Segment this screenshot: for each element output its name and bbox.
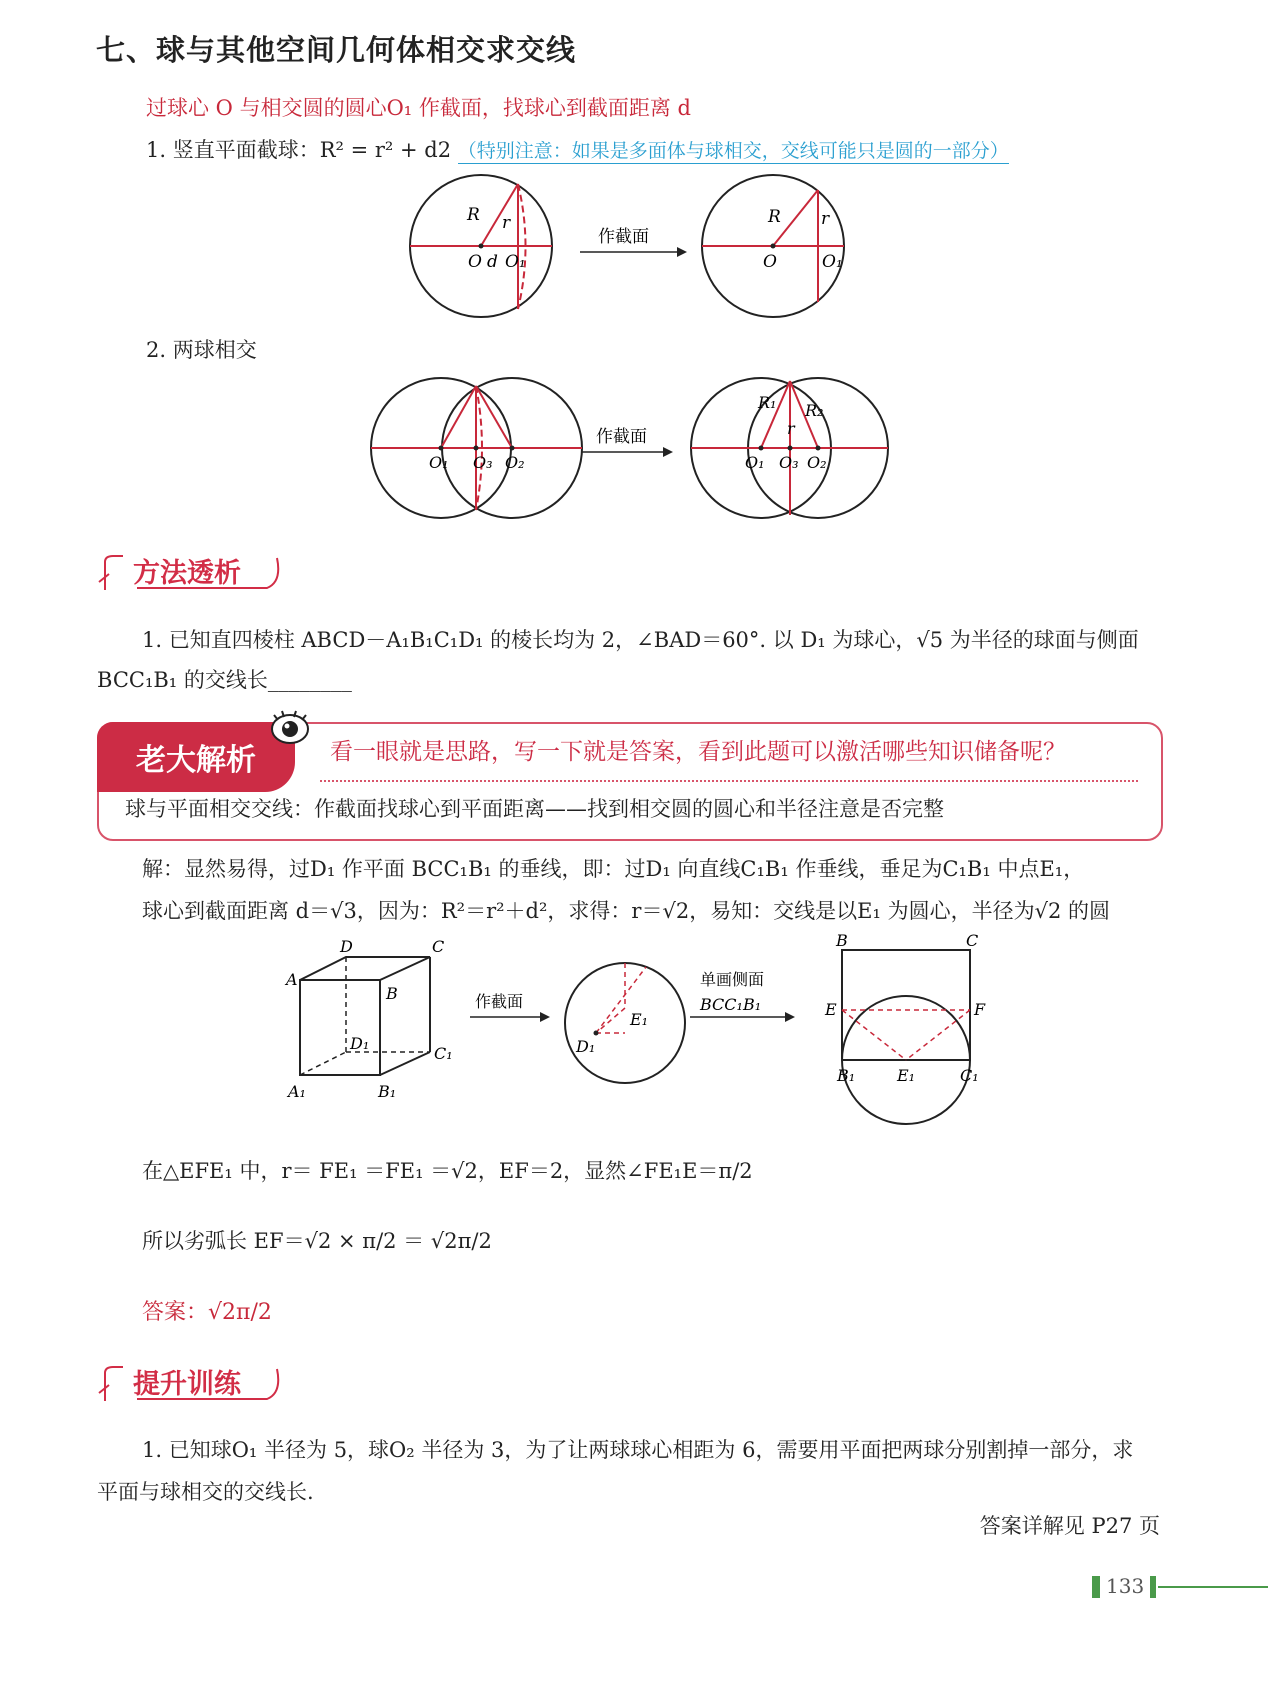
arrow-cut-label-1: 作截面	[598, 227, 649, 247]
label-r-right: r	[821, 209, 830, 229]
training-line1: 1. 已知球O₁ 半径为 5，球O₂ 半径为 3，为了让两球球心相距为 6，需要用平面把两球分别割掉一部分，求	[142, 1438, 1134, 1462]
label-O1-pair: O₁	[429, 453, 449, 472]
page-rule	[1158, 1586, 1268, 1588]
label-C1-side: C₁	[960, 1066, 979, 1085]
label-B1: B₁	[378, 1082, 397, 1101]
answer-line: 答案：√2π/2	[142, 1300, 272, 1325]
figure-prism-sphere	[280, 931, 986, 1115]
label-O2-pair: O₂	[505, 453, 525, 472]
item1-line	[146, 134, 1009, 164]
item2-text: 2. 两球相交	[146, 338, 257, 362]
label-F: F	[974, 1000, 986, 1019]
label-E1-side: E₁	[897, 1066, 916, 1085]
triangle-line: 在△EFE₁ 中，r＝ FE₁ ＝FE₁ ＝√2，EF＝2，显然∠FE₁E＝π/2	[142, 1159, 753, 1183]
analysis-divider	[320, 780, 1138, 782]
label-E: E	[825, 1000, 837, 1019]
label-D: D	[340, 937, 353, 956]
arrow-cut-label-3: 作截面	[475, 992, 524, 1011]
label-R1: R₁	[758, 393, 777, 412]
analysis-tag: 老大解析	[97, 722, 295, 792]
training-line2: 平面与球相交的交线长.	[97, 1480, 314, 1504]
page-number: 133	[1106, 1574, 1145, 1598]
label-B1-side: B₁	[837, 1066, 856, 1085]
label-R2: R₂	[805, 401, 824, 420]
arrow-side-label-top: 单画侧面	[700, 970, 765, 989]
figure-sphere-cut	[405, 170, 865, 330]
label-O1: O₁	[505, 252, 526, 272]
item1-text: 1. 竖直平面截球：R² = r² + d2	[146, 138, 452, 162]
solution-line2: 球心到截面距离 d＝√3，因为：R²＝r²＋d²，求得：r＝√2，易知：交线是以E₁ 为圆心，半径为√2 的圆	[142, 899, 1111, 923]
label-C-side: C	[966, 931, 979, 950]
label-O3-pair-right: O₃	[779, 453, 799, 472]
eye-icon	[268, 705, 312, 749]
page-marker-right	[1150, 1576, 1156, 1598]
label-R: R	[467, 205, 480, 225]
label-R-right: R	[768, 207, 781, 227]
badge-method	[97, 552, 241, 588]
arrow-side-label-bottom: BCC₁B₁	[700, 995, 762, 1014]
page-marker-left	[1092, 1576, 1100, 1598]
label-O: O	[468, 252, 482, 272]
label-A: A	[286, 970, 298, 989]
label-E1-sec: E₁	[630, 1010, 649, 1029]
label-r: r	[502, 213, 511, 233]
problem-line1: 1. 已知直四棱柱 ABCD－A₁B₁C₁D₁ 的棱长均为 2，∠BAD＝60°. 以 D₁ 为球心，√5 为半径的球面与侧面	[142, 628, 1139, 652]
analysis-heading: 看一眼就是思路，写一下就是答案，看到此题可以激活哪些知识储备呢？	[330, 739, 1066, 765]
arrow-cut-label-2: 作截面	[596, 427, 647, 447]
problem-line2: BCC₁B₁ 的交线长________	[97, 668, 352, 692]
solution-line1: 解：显然易得，过D₁ 作平面 BCC₁B₁ 的垂线，即：过D₁ 向直线C₁B₁ 作垂线，垂足为C₁B₁ 中点E₁，	[142, 857, 1085, 881]
label-O1-pair-right: O₁	[745, 453, 765, 472]
section-title: 七、球与其他空间几何体相交求交线	[96, 33, 577, 67]
label-D1: D₁	[350, 1034, 370, 1053]
figure-two-spheres	[375, 368, 895, 518]
label-O-right: O	[763, 252, 777, 272]
label-d: d	[487, 252, 498, 272]
badge-training	[97, 1363, 241, 1399]
label-C1: C₁	[434, 1044, 453, 1063]
label-C: C	[432, 937, 445, 956]
badge-frame-2	[97, 1363, 287, 1403]
answer-reference: 答案详解见 P27 页	[979, 1514, 1160, 1538]
item1-note: （特别注意：如果是多面体与球相交，交线可能只是圆的一部分）	[457, 140, 1009, 162]
label-B: B	[386, 984, 398, 1003]
method-line: 过球心 O 与相交圆的圆心O₁ 作截面，找球心到截面距离 d	[146, 96, 691, 120]
label-B-side: B	[836, 931, 848, 950]
label-O1-right: O₁	[822, 252, 843, 272]
analysis-body: 球与平面相交交线：作截面找球心到平面距离——找到相交圆的圆心和半径注意是否完整	[125, 797, 944, 821]
badge-frame	[97, 552, 287, 592]
label-A1: A₁	[288, 1082, 306, 1101]
label-O3-pair: O₃	[473, 453, 493, 472]
label-D1-sec: D₁	[576, 1037, 596, 1056]
label-r-pair: r	[787, 419, 795, 438]
label-O2-pair-right: O₂	[807, 453, 827, 472]
badge-training-text: 提升训练	[133, 1368, 241, 1400]
arc-line: 所以劣弧长 EF＝√2 × π/2 ＝ √2π/2	[142, 1229, 492, 1253]
badge-method-text: 方法透析	[133, 557, 241, 589]
